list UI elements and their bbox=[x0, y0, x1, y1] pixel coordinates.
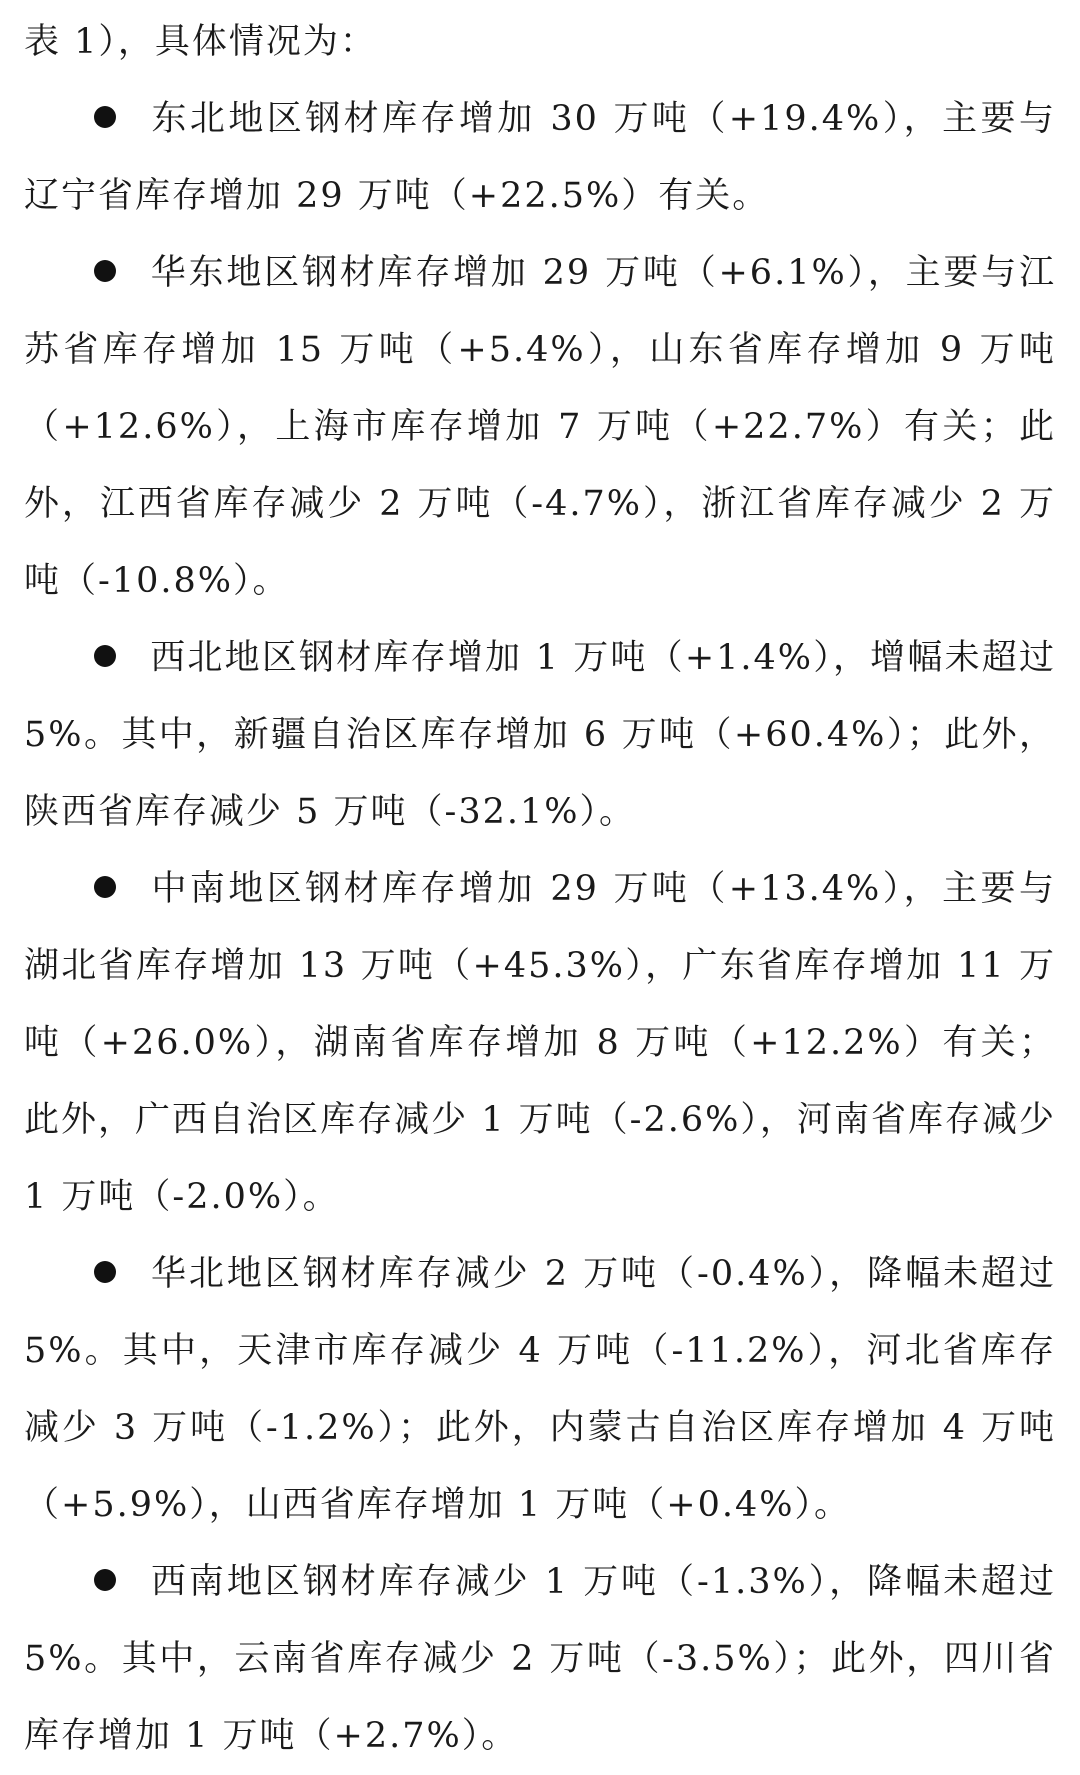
bullet-text: 华北地区钢材库存减少 2 万吨（-0.4%），降幅未超过 5%。其中，天津市库存减少 4 万吨（-11.2%），河北省库存减少 3 万吨（-1.2%）；此外，内蒙古自治区库存增加 4 万吨（+5.9%），山西省库存增加 1 万吨（+0.4%）。 bbox=[24, 1254, 1056, 1525]
bullet-dot-icon bbox=[94, 106, 116, 128]
bullet-text: 中南地区钢材库存增加 29 万吨（+13.4%），主要与湖北省库存增加 13 万吨（+45.3%），广东省库存增加 11 万吨（+26.0%），湖南省库存增加 8 万吨（+12.2%）有关；此外，广西自治区库存减少 1 万吨（-2.6%），河南省库存减少 1 万吨（-2.0%）。 bbox=[24, 869, 1056, 1217]
bullet-paragraph-north bbox=[24, 1236, 1056, 1544]
bullet-paragraph-northeast bbox=[24, 81, 1056, 235]
bullet-text: 华东地区钢材库存增加 29 万吨（+6.1%），主要与江苏省库存增加 15 万吨（+5.4%），山东省库存增加 9 万吨（+12.6%），上海市库存增加 7 万吨（+22.7%）有关；此外，江西省库存减少 2 万吨（-4.7%），浙江省库存减少 2 万吨（-10.8%）。 bbox=[24, 253, 1056, 601]
bullet-paragraph-northwest bbox=[24, 620, 1056, 851]
bullet-paragraph-central-south bbox=[24, 851, 1056, 1236]
bullet-dot-icon bbox=[94, 1569, 116, 1591]
bullet-dot-icon bbox=[94, 876, 116, 898]
bullet-dot-icon bbox=[94, 1261, 116, 1283]
bullet-dot-icon bbox=[94, 645, 116, 667]
bullet-dot-icon bbox=[94, 260, 116, 282]
intro-paragraph: 表 1），具体情况为： bbox=[24, 22, 377, 62]
bullet-paragraph-southwest bbox=[24, 1544, 1056, 1775]
document-body bbox=[24, 4, 1056, 1775]
bullet-text: 西南地区钢材库存减少 1 万吨（-1.3%），降幅未超过 5%。其中，云南省库存减少 2 万吨（-3.5%）；此外，四川省库存增加 1 万吨（+2.7%）。 bbox=[24, 1562, 1056, 1756]
bullet-paragraph-east bbox=[24, 235, 1056, 620]
bullet-text: 西北地区钢材库存增加 1 万吨（+1.4%），增幅未超过 5%。其中，新疆自治区库存增加 6 万吨（+60.4%）；此外，陕西省库存减少 5 万吨（-32.1%）。 bbox=[24, 638, 1056, 832]
bullet-text: 东北地区钢材库存增加 30 万吨（+19.4%），主要与辽宁省库存增加 29 万吨（+22.5%）有关。 bbox=[24, 99, 1056, 216]
